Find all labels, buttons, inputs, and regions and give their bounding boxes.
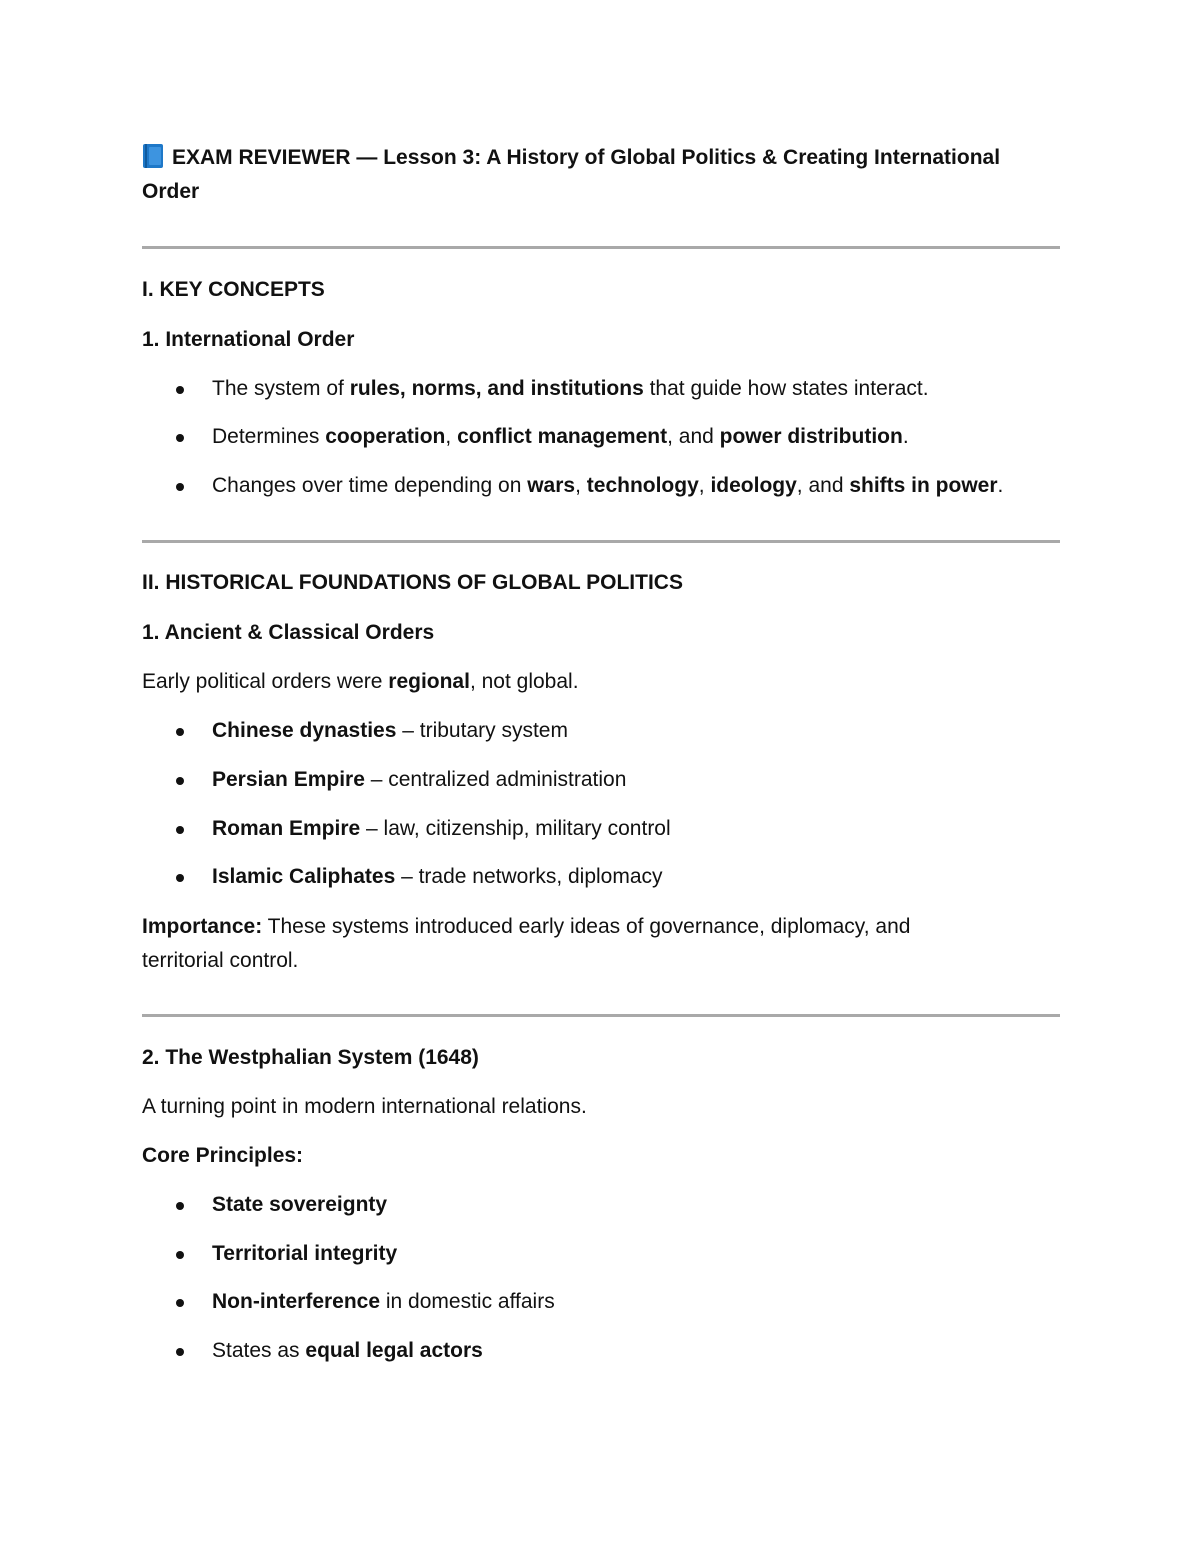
bullet-icon: [176, 777, 184, 785]
paragraph-intro: Early political orders were regional, not global.: [142, 670, 579, 693]
core-principles-label: Core Principles:: [142, 1144, 304, 1167]
list-item: Islamic Caliphates – trade networks, diplomacy: [212, 865, 663, 888]
bullet-icon: [176, 874, 184, 882]
list-item: Roman Empire – law, citizenship, military control: [212, 817, 671, 840]
bullet-icon: [176, 483, 184, 491]
document-title: [142, 141, 1060, 209]
bullet-icon: [176, 386, 184, 394]
horizontal-rule: [142, 246, 1060, 249]
subheading-westphalian-system: 2. The Westphalian System (1648): [142, 1046, 479, 1069]
horizontal-rule: [142, 540, 1060, 543]
bullet-icon: [176, 434, 184, 442]
bullet-icon: [176, 1348, 184, 1356]
list-item: Determines cooperation, conflict management, and power distribution.: [212, 425, 909, 448]
section-heading-historical-foundations: II. HISTORICAL FOUNDATIONS OF GLOBAL POLITICS: [142, 571, 683, 594]
section-heading-key-concepts: I. KEY CONCEPTS: [142, 278, 325, 301]
list-item: States as equal legal actors: [212, 1339, 483, 1362]
bullet-icon: [176, 1202, 184, 1210]
importance-paragraph-continued: territorial control.: [142, 949, 299, 972]
list-item: State sovereignty: [212, 1193, 388, 1216]
bullet-icon: [176, 1251, 184, 1259]
list-item: Changes over time depending on wars, technology, ideology, and shifts in power.: [212, 474, 1004, 497]
blue-book-icon: [142, 143, 164, 169]
list-item: Non-interference in domestic affairs: [212, 1290, 555, 1313]
horizontal-rule: [142, 1014, 1060, 1017]
bullet-icon: [176, 826, 184, 834]
document-title-text: EXAM REVIEWER — Lesson 3: A History of Global Politics & Creating International Order: [142, 146, 1001, 203]
list-item: The system of rules, norms, and institutions that guide how states interact.: [212, 377, 929, 400]
subheading-ancient-classical-orders: 1. Ancient & Classical Orders: [142, 621, 435, 644]
list-item: Persian Empire – centralized administration: [212, 768, 627, 791]
bullet-icon: [176, 1299, 184, 1307]
list-item: Chinese dynasties – tributary system: [212, 719, 568, 742]
importance-paragraph: Importance: These systems introduced early ideas of governance, diplomacy, and: [142, 915, 911, 938]
list-item: Territorial integrity: [212, 1242, 398, 1265]
bullet-icon: [176, 728, 184, 736]
subheading-international-order: 1. International Order: [142, 328, 355, 351]
paragraph-westphalian-intro: A turning point in modern international relations.: [142, 1095, 587, 1118]
